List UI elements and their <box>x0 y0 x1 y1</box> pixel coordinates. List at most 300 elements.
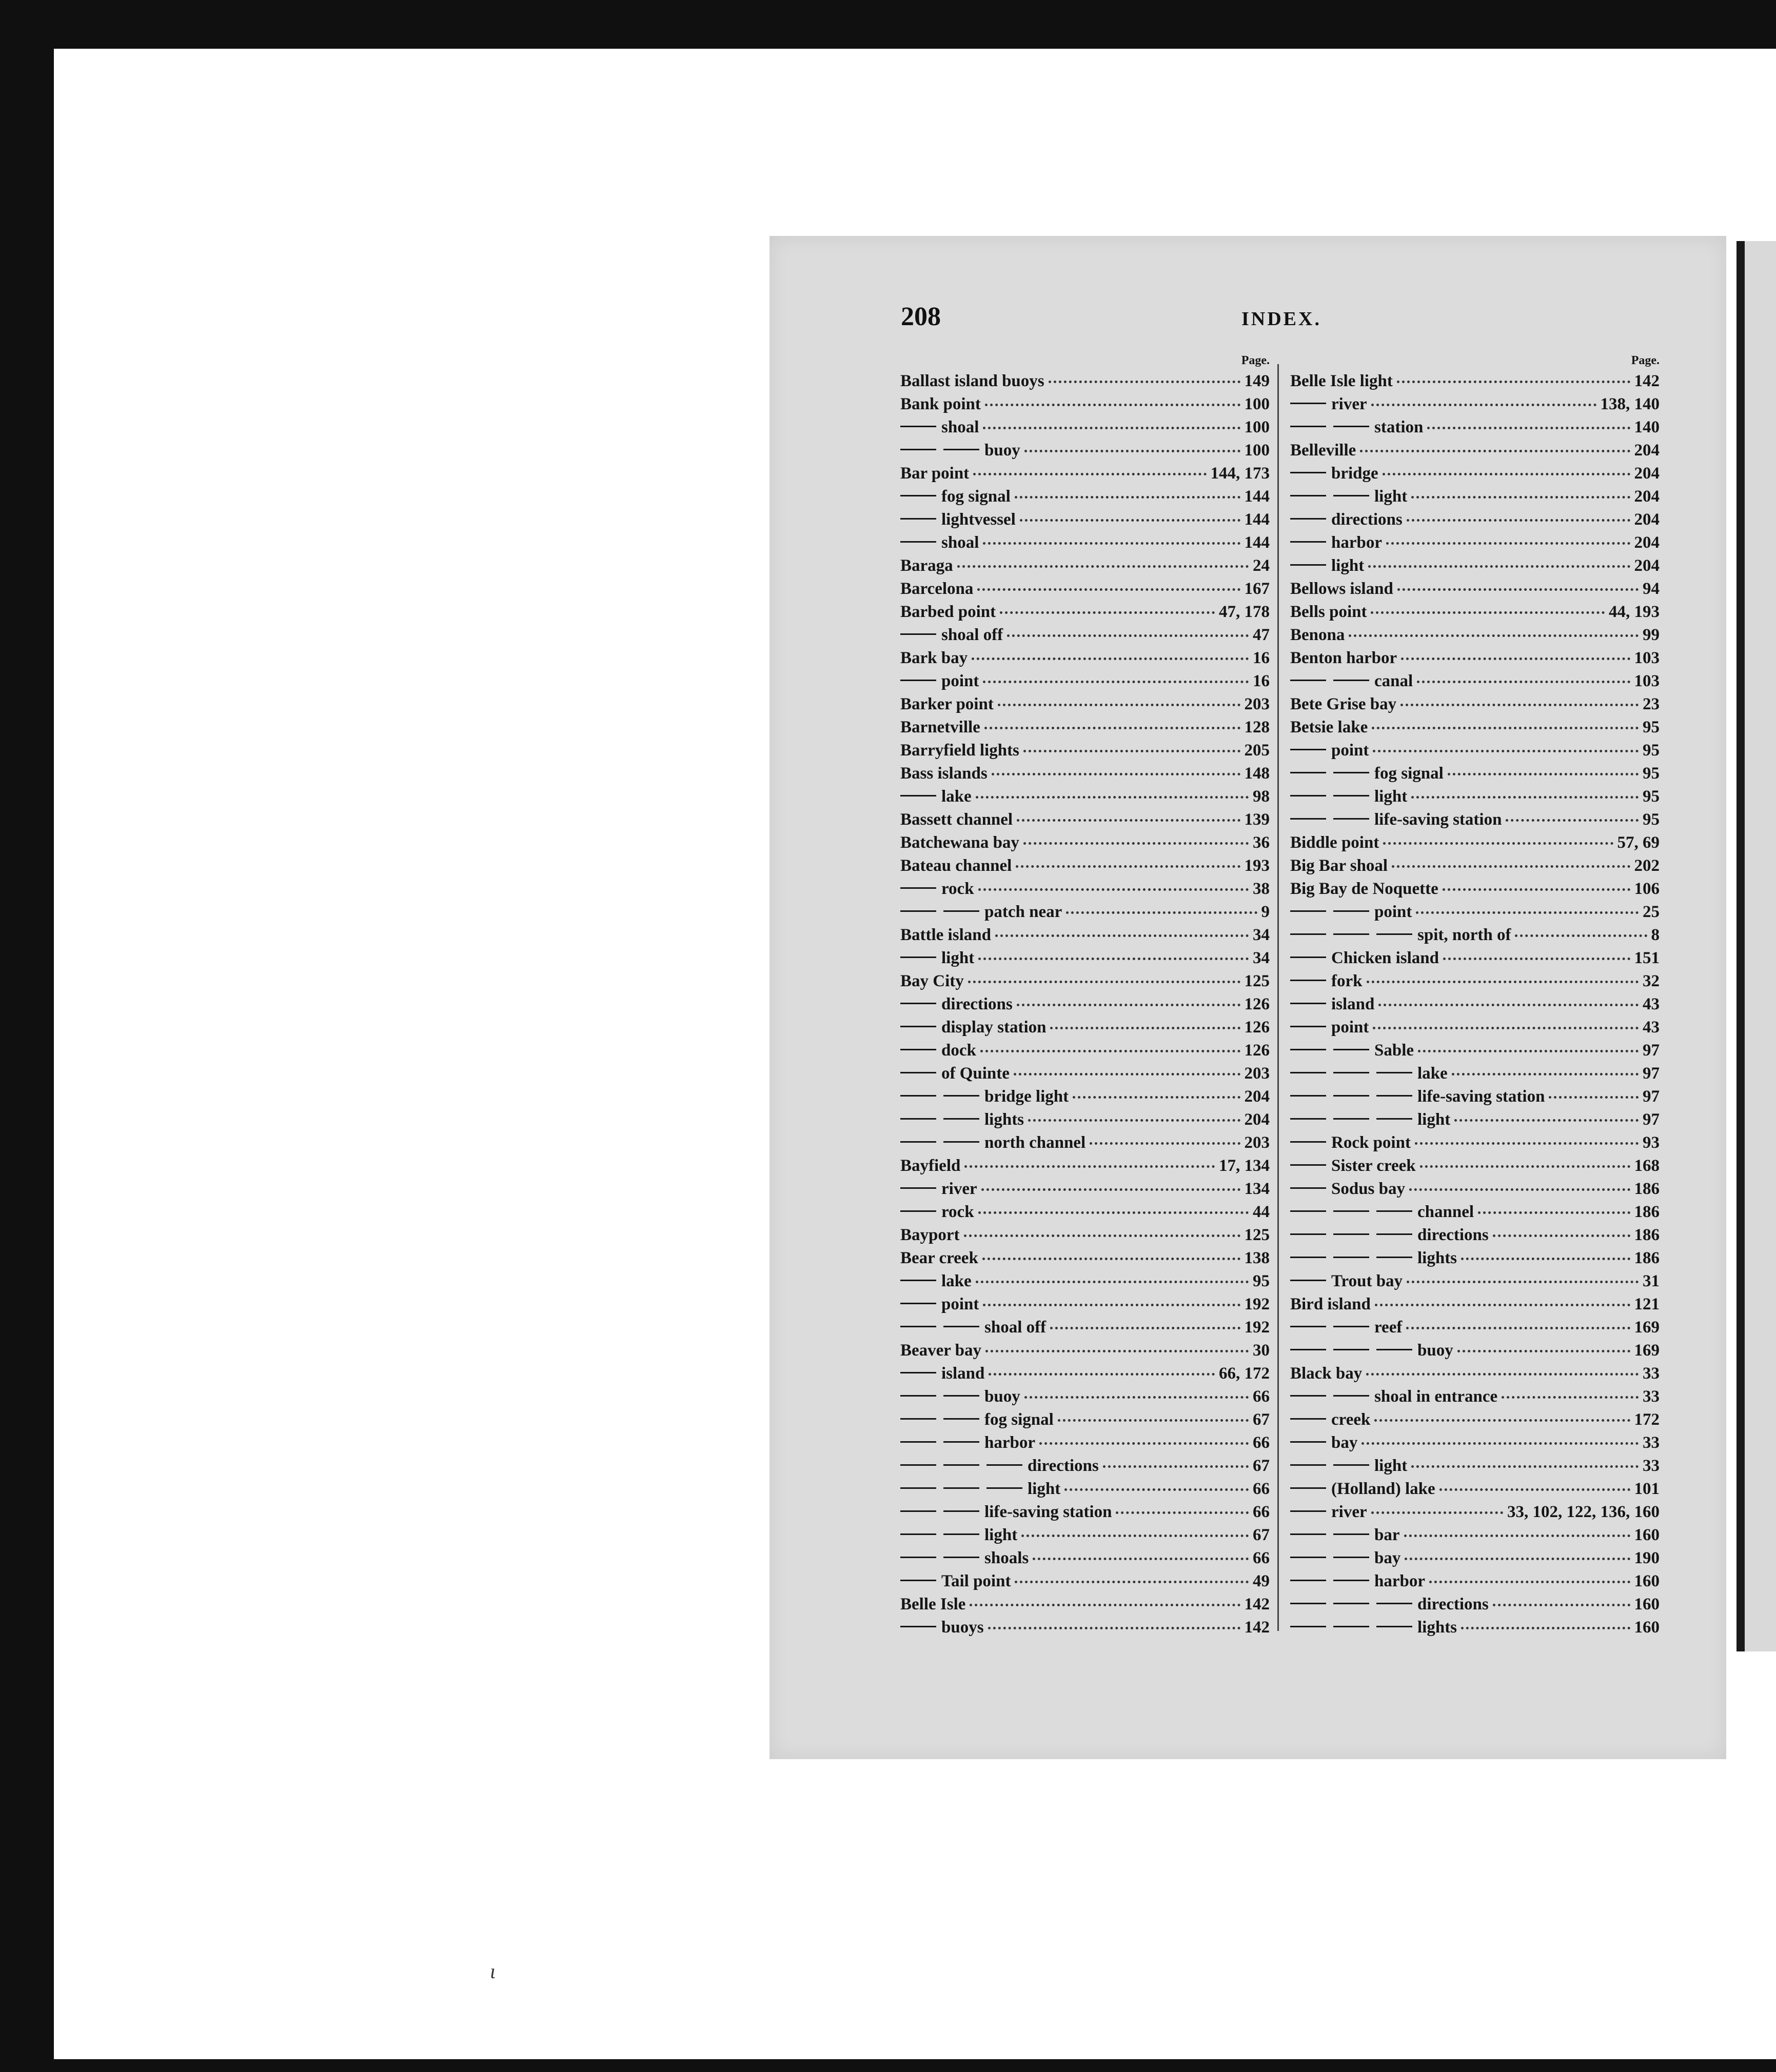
index-entry <box>900 624 1270 647</box>
dot-leader <box>981 1188 1240 1191</box>
entry-pages: 49 <box>1253 1572 1270 1590</box>
indent-dash <box>1290 1626 1412 1627</box>
entry-pages: 144 <box>1244 533 1270 552</box>
entry-label: Belleville <box>1290 441 1356 460</box>
dot-leader <box>970 1604 1240 1606</box>
entry-pages: 24 <box>1253 556 1270 575</box>
entry-pages: 95 <box>1643 787 1660 806</box>
indent-dash <box>1290 403 1326 404</box>
entry-pages: 97 <box>1643 1087 1660 1106</box>
indent-dash <box>1290 1233 1412 1235</box>
entry-label: fog signal <box>941 487 1011 506</box>
column-divider <box>1277 364 1279 1631</box>
entry-pages: 23 <box>1643 695 1660 713</box>
entry-pages: 186 <box>1634 1226 1660 1244</box>
indent-dash <box>900 1418 979 1420</box>
dot-leader <box>1373 750 1639 752</box>
entry-label: dock <box>941 1041 976 1060</box>
index-entry <box>1290 901 1660 924</box>
dot-leader <box>1502 1396 1639 1399</box>
indent-dash <box>900 1510 979 1512</box>
index-entry <box>900 1201 1270 1224</box>
index-entry <box>1290 716 1660 739</box>
dot-leader <box>983 681 1249 683</box>
entry-label: island <box>941 1364 985 1383</box>
index-entry <box>900 831 1270 854</box>
entry-pages: 99 <box>1643 626 1660 644</box>
entry-pages: 169 <box>1634 1318 1660 1337</box>
index-entry <box>900 1362 1270 1385</box>
entry-pages: 8 <box>1651 926 1660 944</box>
dot-leader <box>1016 865 1240 868</box>
entry-pages: 204 <box>1634 487 1660 506</box>
dot-leader <box>1493 1234 1630 1237</box>
indent-dash <box>900 541 936 543</box>
dot-leader <box>978 958 1249 960</box>
entry-label: buoy <box>1417 1341 1453 1360</box>
indent-dash <box>1290 1510 1326 1512</box>
dot-leader <box>1448 773 1639 775</box>
entry-label: river <box>1331 395 1367 413</box>
index-entry <box>1290 854 1660 878</box>
entry-label: Benton harbor <box>1290 649 1397 667</box>
entry-pages: 151 <box>1634 949 1660 967</box>
entry-label: Big Bay de Noquette <box>1290 880 1438 898</box>
dot-leader <box>1373 1027 1639 1029</box>
entry-pages: 148 <box>1244 764 1270 783</box>
entry-label: shoal <box>941 533 979 552</box>
dot-leader <box>1418 1050 1639 1052</box>
dot-leader <box>1411 1465 1639 1468</box>
entry-label: lake <box>941 787 972 806</box>
dot-leader <box>1017 1004 1240 1006</box>
dot-leader <box>1400 704 1639 706</box>
indent-dash <box>1290 680 1369 681</box>
entry-pages: 66, 172 <box>1219 1364 1270 1383</box>
index-entry <box>900 1108 1270 1131</box>
indent-dash <box>900 1118 979 1120</box>
dot-leader <box>1024 450 1240 452</box>
index-entry <box>900 485 1270 508</box>
indent-dash <box>900 633 936 635</box>
dot-leader <box>984 727 1240 729</box>
dot-leader <box>983 427 1240 429</box>
entry-pages: 66 <box>1253 1387 1270 1406</box>
index-entry <box>900 901 1270 924</box>
entry-label: shoal off <box>984 1318 1047 1337</box>
index-entry <box>900 1131 1270 1154</box>
dot-leader <box>1039 1442 1249 1445</box>
indent-dash <box>1290 795 1369 796</box>
entry-label: harbor <box>1374 1572 1425 1590</box>
dot-leader <box>1406 1327 1630 1329</box>
dot-leader <box>1404 1535 1630 1537</box>
entry-label: lights <box>1417 1249 1457 1267</box>
entry-pages: 47, 178 <box>1219 603 1270 621</box>
entry-pages: 43 <box>1643 1018 1660 1037</box>
entry-pages: 203 <box>1244 1133 1270 1152</box>
index-entry <box>1290 1085 1660 1108</box>
next-page-margin <box>1745 241 1776 1651</box>
index-entry <box>900 1247 1270 1270</box>
entry-pages: 101 <box>1634 1480 1660 1498</box>
entry-label: harbor <box>1331 533 1382 552</box>
entry-label: (Holland) lake <box>1331 1480 1435 1498</box>
dot-leader <box>1368 565 1630 568</box>
index-entry <box>900 531 1270 554</box>
dot-leader <box>976 1281 1249 1283</box>
index-entry <box>1290 1339 1660 1362</box>
entry-label: lights <box>984 1110 1024 1129</box>
dot-leader <box>1015 1581 1249 1583</box>
dot-leader <box>1361 1442 1639 1445</box>
indent-dash <box>1290 1257 1412 1258</box>
indent-dash <box>900 1303 936 1304</box>
dot-leader <box>1017 819 1240 822</box>
entry-pages: 97 <box>1643 1064 1660 1083</box>
dot-leader <box>1427 427 1630 429</box>
indent-dash <box>900 1441 979 1443</box>
dot-leader <box>1443 888 1630 891</box>
indent-dash <box>900 1626 936 1627</box>
entry-pages: 192 <box>1244 1295 1270 1313</box>
entry-label: Rock point <box>1331 1133 1411 1152</box>
index-entry <box>1290 1616 1660 1639</box>
indent-dash <box>900 1072 936 1073</box>
entry-pages: 66 <box>1253 1433 1270 1452</box>
entry-label: Bay City <box>900 972 964 990</box>
dot-leader <box>980 1050 1240 1052</box>
entry-pages: 106 <box>1634 880 1660 898</box>
dot-leader <box>995 934 1249 937</box>
index-entry <box>1290 808 1660 831</box>
dot-leader <box>1023 842 1249 845</box>
entry-label: point <box>941 672 979 690</box>
index-entry <box>1290 1385 1660 1408</box>
entry-pages: 144 <box>1244 510 1270 529</box>
indent-dash <box>1290 495 1369 496</box>
indent-dash <box>1290 1349 1412 1350</box>
index-entry <box>900 716 1270 739</box>
index-entry <box>900 1270 1270 1293</box>
dot-leader <box>1028 1119 1240 1122</box>
entry-label: Bark bay <box>900 649 968 667</box>
index-entry <box>900 1408 1270 1431</box>
entry-label: Belle Isle <box>900 1595 966 1613</box>
index-entry <box>1290 1316 1660 1339</box>
entry-pages: 95 <box>1643 764 1660 783</box>
entry-label: Trout bay <box>1331 1272 1403 1290</box>
entry-pages: 38 <box>1253 880 1270 898</box>
index-entry <box>900 416 1270 439</box>
index-entry <box>1290 1178 1660 1201</box>
dot-leader <box>1371 1511 1503 1514</box>
entry-label: Baraga <box>900 556 953 575</box>
dot-leader <box>1457 1350 1630 1352</box>
index-entry <box>900 577 1270 601</box>
index-entry <box>1290 924 1660 947</box>
entry-pages: 33 <box>1643 1457 1660 1475</box>
dot-leader <box>1049 381 1240 383</box>
entry-pages: 203 <box>1244 1064 1270 1083</box>
dot-leader <box>1415 1142 1639 1145</box>
entry-label: fog signal <box>984 1410 1054 1429</box>
entry-pages: 93 <box>1643 1133 1660 1152</box>
entry-pages: 98 <box>1253 787 1270 806</box>
entry-pages: 169 <box>1634 1341 1660 1360</box>
entry-pages: 134 <box>1244 1180 1270 1198</box>
entry-label: Sodus bay <box>1331 1180 1406 1198</box>
indent-dash <box>1290 1418 1326 1420</box>
entry-pages: 33, 102, 122, 136, 160 <box>1507 1503 1660 1521</box>
index-entry <box>900 393 1270 416</box>
entry-label: harbor <box>984 1433 1035 1452</box>
entry-label: of Quinte <box>941 1064 1010 1083</box>
entry-label: Sister creek <box>1331 1157 1416 1175</box>
indent-dash <box>1290 1533 1369 1535</box>
entry-label: buoy <box>984 441 1020 460</box>
entry-label: reef <box>1374 1318 1403 1337</box>
indent-dash <box>900 1580 936 1581</box>
entry-label: light <box>1374 487 1408 506</box>
index-entry <box>1290 1547 1660 1570</box>
dot-leader <box>1411 496 1630 499</box>
entry-pages: 34 <box>1253 949 1270 967</box>
dot-leader <box>957 565 1249 568</box>
index-entry <box>900 1016 1270 1039</box>
index-entry <box>1290 647 1660 670</box>
index-entry <box>1290 762 1660 785</box>
index-entry <box>900 1178 1270 1201</box>
entry-label: Benona <box>1290 626 1345 644</box>
index-entry <box>900 808 1270 831</box>
dot-leader <box>1452 1073 1639 1075</box>
index-entry <box>900 1570 1270 1593</box>
indent-dash <box>900 1372 936 1373</box>
entry-pages: 144, 173 <box>1210 464 1270 483</box>
entry-label: Battle island <box>900 926 991 944</box>
dot-leader <box>1366 1373 1639 1376</box>
index-entry <box>1290 462 1660 485</box>
entry-label: shoal in entrance <box>1374 1387 1498 1406</box>
entry-label: Bellows island <box>1290 580 1393 598</box>
indent-dash <box>900 680 936 681</box>
entry-label: Bete Grise bay <box>1290 695 1397 713</box>
entry-label: lights <box>1417 1618 1457 1637</box>
dot-leader <box>1407 1281 1639 1283</box>
dot-leader <box>983 542 1240 545</box>
index-entry <box>900 554 1270 577</box>
entry-label: point <box>1331 1018 1369 1037</box>
next-page-edge <box>1736 241 1745 1651</box>
dot-leader <box>1064 1488 1249 1491</box>
index-entry <box>1290 1247 1660 1270</box>
dot-leader <box>1378 1004 1639 1006</box>
entry-pages: 193 <box>1244 856 1270 875</box>
indent-dash <box>900 1095 979 1097</box>
index-entry <box>900 947 1270 970</box>
column-heading-left: Page. <box>1241 354 1270 367</box>
entry-label: buoy <box>984 1387 1020 1406</box>
dot-leader <box>1515 934 1647 937</box>
entry-label: Belle Isle light <box>1290 372 1393 390</box>
index-entry <box>1290 1039 1660 1062</box>
dot-leader <box>982 1258 1240 1260</box>
entry-label: lake <box>1417 1064 1448 1083</box>
entry-pages: 66 <box>1253 1480 1270 1498</box>
entry-pages: 32 <box>1643 972 1660 990</box>
entry-label: shoal <box>941 418 979 436</box>
entry-pages: 103 <box>1634 672 1660 690</box>
entry-label: Tail point <box>941 1572 1011 1590</box>
entry-label: Big Bar shoal <box>1290 856 1388 875</box>
entry-label: life-saving station <box>1417 1087 1545 1106</box>
index-entry <box>900 993 1270 1016</box>
index-entry <box>1290 439 1660 462</box>
indent-dash <box>1290 564 1326 566</box>
index-entry <box>1290 1108 1660 1131</box>
indent-dash <box>1290 1326 1369 1327</box>
entry-label: bridge <box>1331 464 1378 483</box>
indent-dash <box>1290 1280 1326 1281</box>
index-entry <box>900 1224 1270 1247</box>
entry-pages: 204 <box>1634 510 1660 529</box>
index-column-left <box>900 351 1270 1639</box>
indent-dash <box>900 426 936 427</box>
dot-leader <box>1372 727 1639 729</box>
entry-pages: 204 <box>1244 1087 1270 1106</box>
entry-pages: 66 <box>1253 1549 1270 1567</box>
indent-dash <box>1290 1210 1412 1212</box>
entry-label: Bells point <box>1290 603 1367 621</box>
index-column-right <box>1290 351 1660 1639</box>
entry-label: Bank point <box>900 395 981 413</box>
index-entry <box>900 739 1270 762</box>
index-entry <box>900 1039 1270 1062</box>
index-entry <box>900 924 1270 947</box>
dot-leader <box>1367 981 1639 983</box>
entry-label: directions <box>941 995 1013 1013</box>
entry-pages: 33 <box>1643 1387 1660 1406</box>
entry-label: Beaver bay <box>900 1341 981 1360</box>
indent-dash <box>1290 1026 1326 1027</box>
indent-dash <box>1290 957 1326 958</box>
index-entry <box>1290 670 1660 693</box>
entry-label: Bassett channel <box>900 810 1013 829</box>
index-entry <box>1290 1201 1660 1224</box>
indent-dash <box>900 518 936 520</box>
index-entry <box>900 1524 1270 1547</box>
index-entry <box>1290 693 1660 716</box>
entry-label: light <box>1028 1480 1061 1498</box>
index-entry <box>1290 531 1660 554</box>
entry-pages: 160 <box>1634 1595 1660 1613</box>
indent-dash <box>900 1141 979 1143</box>
indent-dash <box>1290 1603 1412 1604</box>
index-entry <box>900 647 1270 670</box>
dot-leader <box>1478 1211 1630 1214</box>
indent-dash <box>1290 933 1412 935</box>
index-entry <box>900 1293 1270 1316</box>
index-entry <box>900 1593 1270 1616</box>
index-entry <box>1290 554 1660 577</box>
entry-pages: 16 <box>1253 672 1270 690</box>
entry-pages: 57, 69 <box>1617 833 1660 852</box>
index-entry <box>900 601 1270 624</box>
index-entry <box>1290 970 1660 993</box>
entry-pages: 66 <box>1253 1503 1270 1521</box>
index-entry <box>900 1616 1270 1639</box>
entry-pages: 190 <box>1634 1549 1660 1567</box>
entry-pages: 128 <box>1244 718 1270 736</box>
entry-label: directions <box>1417 1595 1489 1613</box>
dot-leader <box>1058 1419 1249 1422</box>
indent-dash <box>900 1210 936 1212</box>
entry-label: canal <box>1374 672 1413 690</box>
indent-dash <box>900 495 936 496</box>
entry-pages: 97 <box>1643 1110 1660 1129</box>
entry-label: island <box>1331 995 1375 1013</box>
entry-label: bridge light <box>984 1087 1069 1106</box>
entry-pages: 138, 140 <box>1600 395 1660 413</box>
index-entry <box>900 370 1270 393</box>
index-entry <box>1290 785 1660 808</box>
entry-pages: 160 <box>1634 1618 1660 1637</box>
entry-pages: 202 <box>1634 856 1660 875</box>
entry-pages: 126 <box>1244 1018 1270 1037</box>
index-entry <box>1290 508 1660 531</box>
index-entry <box>900 1478 1270 1501</box>
entry-label: shoals <box>984 1549 1029 1567</box>
entry-label: river <box>1331 1503 1367 1521</box>
index-entry <box>900 693 1270 716</box>
entry-label: river <box>941 1180 977 1198</box>
index-entry <box>1290 624 1660 647</box>
index-entry <box>1290 1431 1660 1455</box>
dot-leader <box>1420 1165 1630 1168</box>
entry-pages: 140 <box>1634 418 1660 436</box>
entry-pages: 31 <box>1643 1272 1660 1290</box>
entry-pages: 121 <box>1634 1295 1660 1313</box>
dot-leader <box>976 796 1249 799</box>
entry-pages: 100 <box>1244 441 1270 460</box>
entry-pages: 149 <box>1244 372 1270 390</box>
index-entry <box>900 1062 1270 1085</box>
dot-leader <box>972 658 1249 660</box>
entry-label: Batchewana bay <box>900 833 1019 852</box>
dot-leader <box>1397 381 1630 383</box>
entry-pages: 125 <box>1244 1226 1270 1244</box>
dot-leader <box>1000 611 1215 614</box>
entry-pages: 16 <box>1253 649 1270 667</box>
indent-dash <box>900 449 979 450</box>
indent-dash <box>900 795 936 796</box>
index-entry <box>900 1316 1270 1339</box>
entry-pages: 125 <box>1244 972 1270 990</box>
entry-pages: 94 <box>1643 580 1660 598</box>
indent-dash <box>1290 472 1326 473</box>
dot-leader <box>1349 634 1639 637</box>
dot-leader <box>1405 1558 1630 1560</box>
entry-pages: 204 <box>1634 556 1660 575</box>
indent-dash <box>1290 1095 1412 1097</box>
indent-dash <box>900 1533 979 1535</box>
indent-dash <box>900 1557 979 1558</box>
index-entry <box>1290 1224 1660 1247</box>
indent-dash <box>1290 1141 1326 1143</box>
entry-label: light <box>1417 1110 1451 1129</box>
entry-pages: 9 <box>1261 903 1270 921</box>
